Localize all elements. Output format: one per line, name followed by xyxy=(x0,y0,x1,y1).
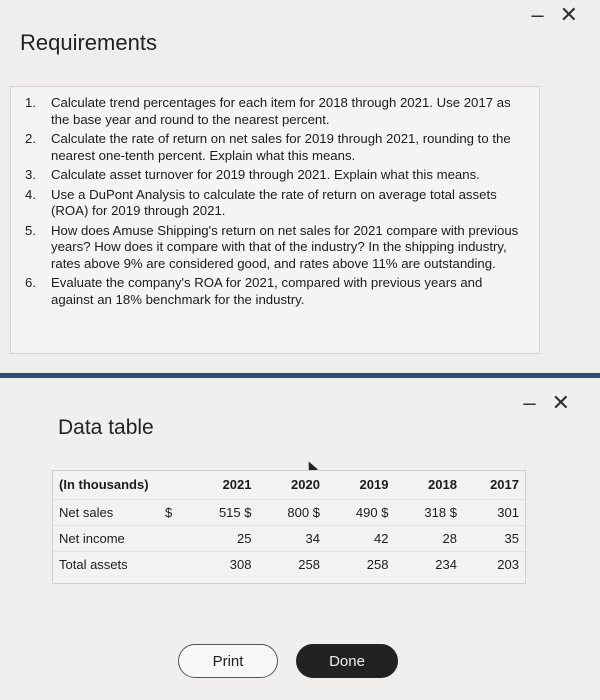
table-cell: Net income xyxy=(53,525,165,551)
minimize-icon[interactable]: – xyxy=(523,390,536,415)
data-table-title: Data table xyxy=(58,416,154,439)
requirement-text: How does Amuse Shipping's return on net sales for 2021 compare with previous years? How does it compare with that of the industry? In the shipping industry, rates above 9% are considered good, and rates above 11% are outstanding. xyxy=(51,222,519,271)
requirement-number: 3. xyxy=(25,167,36,182)
done-button[interactable]: Done xyxy=(296,644,398,678)
table-cell: 42 xyxy=(326,525,394,551)
table-cell: 515 $ xyxy=(189,499,257,525)
requirement-item xyxy=(25,275,525,308)
requirement-item xyxy=(25,167,525,184)
table-cell: 490 $ xyxy=(326,499,394,525)
table-header-cell: 2020 xyxy=(291,477,320,493)
table-cell: 800 $ xyxy=(257,499,325,525)
requirement-number: 1. xyxy=(25,95,36,110)
table-cell: 318 $ xyxy=(394,499,462,525)
requirements-list-box xyxy=(10,86,540,354)
table-header-cell: 2017 xyxy=(490,477,519,493)
table-cell: 35 xyxy=(463,525,525,551)
requirement-text: Use a DuPont Analysis to calculate the rate of return on average total assets (ROA) for 2019 through 2021. xyxy=(51,186,497,218)
close-icon[interactable]: ✕ xyxy=(551,390,570,415)
print-button[interactable]: Print xyxy=(178,644,278,678)
requirement-text: Calculate asset turnover for 2019 through 2021. Explain what this means. xyxy=(51,167,480,182)
requirements-list xyxy=(25,95,525,308)
table-cell: Total assets xyxy=(53,551,165,577)
table-cell: 28 xyxy=(394,525,462,551)
table-cell xyxy=(165,525,189,551)
requirement-item xyxy=(25,187,525,220)
requirement-item xyxy=(25,95,525,128)
requirement-number: 4. xyxy=(25,186,36,202)
table-cell: Net sales xyxy=(53,499,165,525)
data-table xyxy=(52,470,526,584)
table-header-cell: 2019 xyxy=(359,477,389,493)
data-window-controls xyxy=(523,392,570,414)
table-header-cell: (In thousands) xyxy=(59,477,149,493)
table-row xyxy=(53,551,525,577)
table-cell: 258 xyxy=(257,551,325,577)
table-row xyxy=(53,499,525,525)
requirements-window-controls xyxy=(531,4,578,26)
table-header-cell: 2018 xyxy=(428,477,457,493)
table-cell xyxy=(165,551,189,577)
data-table-window xyxy=(0,373,600,700)
requirement-number: 2. xyxy=(25,131,36,146)
table-row xyxy=(53,525,525,551)
table-header-row xyxy=(53,471,525,499)
table-cell: 203 xyxy=(463,551,525,577)
table-cell: $ xyxy=(165,499,189,525)
table-cell: 258 xyxy=(326,551,394,577)
requirement-text: Calculate the rate of return on net sales for 2019 through 2021, rounding to the nearest one-tenth percent. Explain what this means. xyxy=(51,131,511,163)
close-icon[interactable]: ✕ xyxy=(559,2,578,27)
requirement-item xyxy=(25,131,525,164)
table-cell: 25 xyxy=(189,525,257,551)
table-cell: 308 xyxy=(189,551,257,577)
requirement-text: Calculate trend percentages for each item for 2018 through 2021. Use 2017 as the base year and round to the nearest percent. xyxy=(51,95,511,127)
table-header-cell xyxy=(165,471,189,499)
requirements-title: Requirements xyxy=(20,30,157,55)
table-cell: 34 xyxy=(257,525,325,551)
requirement-number: 6. xyxy=(25,275,36,290)
requirement-text: Evaluate the company's ROA for 2021, compared with previous years and against an 18% benchmark for the industry. xyxy=(51,275,483,307)
table-header-cell: 2021 xyxy=(222,477,252,493)
table-cell: 301 xyxy=(463,499,525,525)
table-cell: 234 xyxy=(394,551,462,577)
minimize-icon[interactable]: – xyxy=(531,2,544,27)
requirement-item xyxy=(25,223,525,273)
requirement-number: 5. xyxy=(25,222,36,238)
